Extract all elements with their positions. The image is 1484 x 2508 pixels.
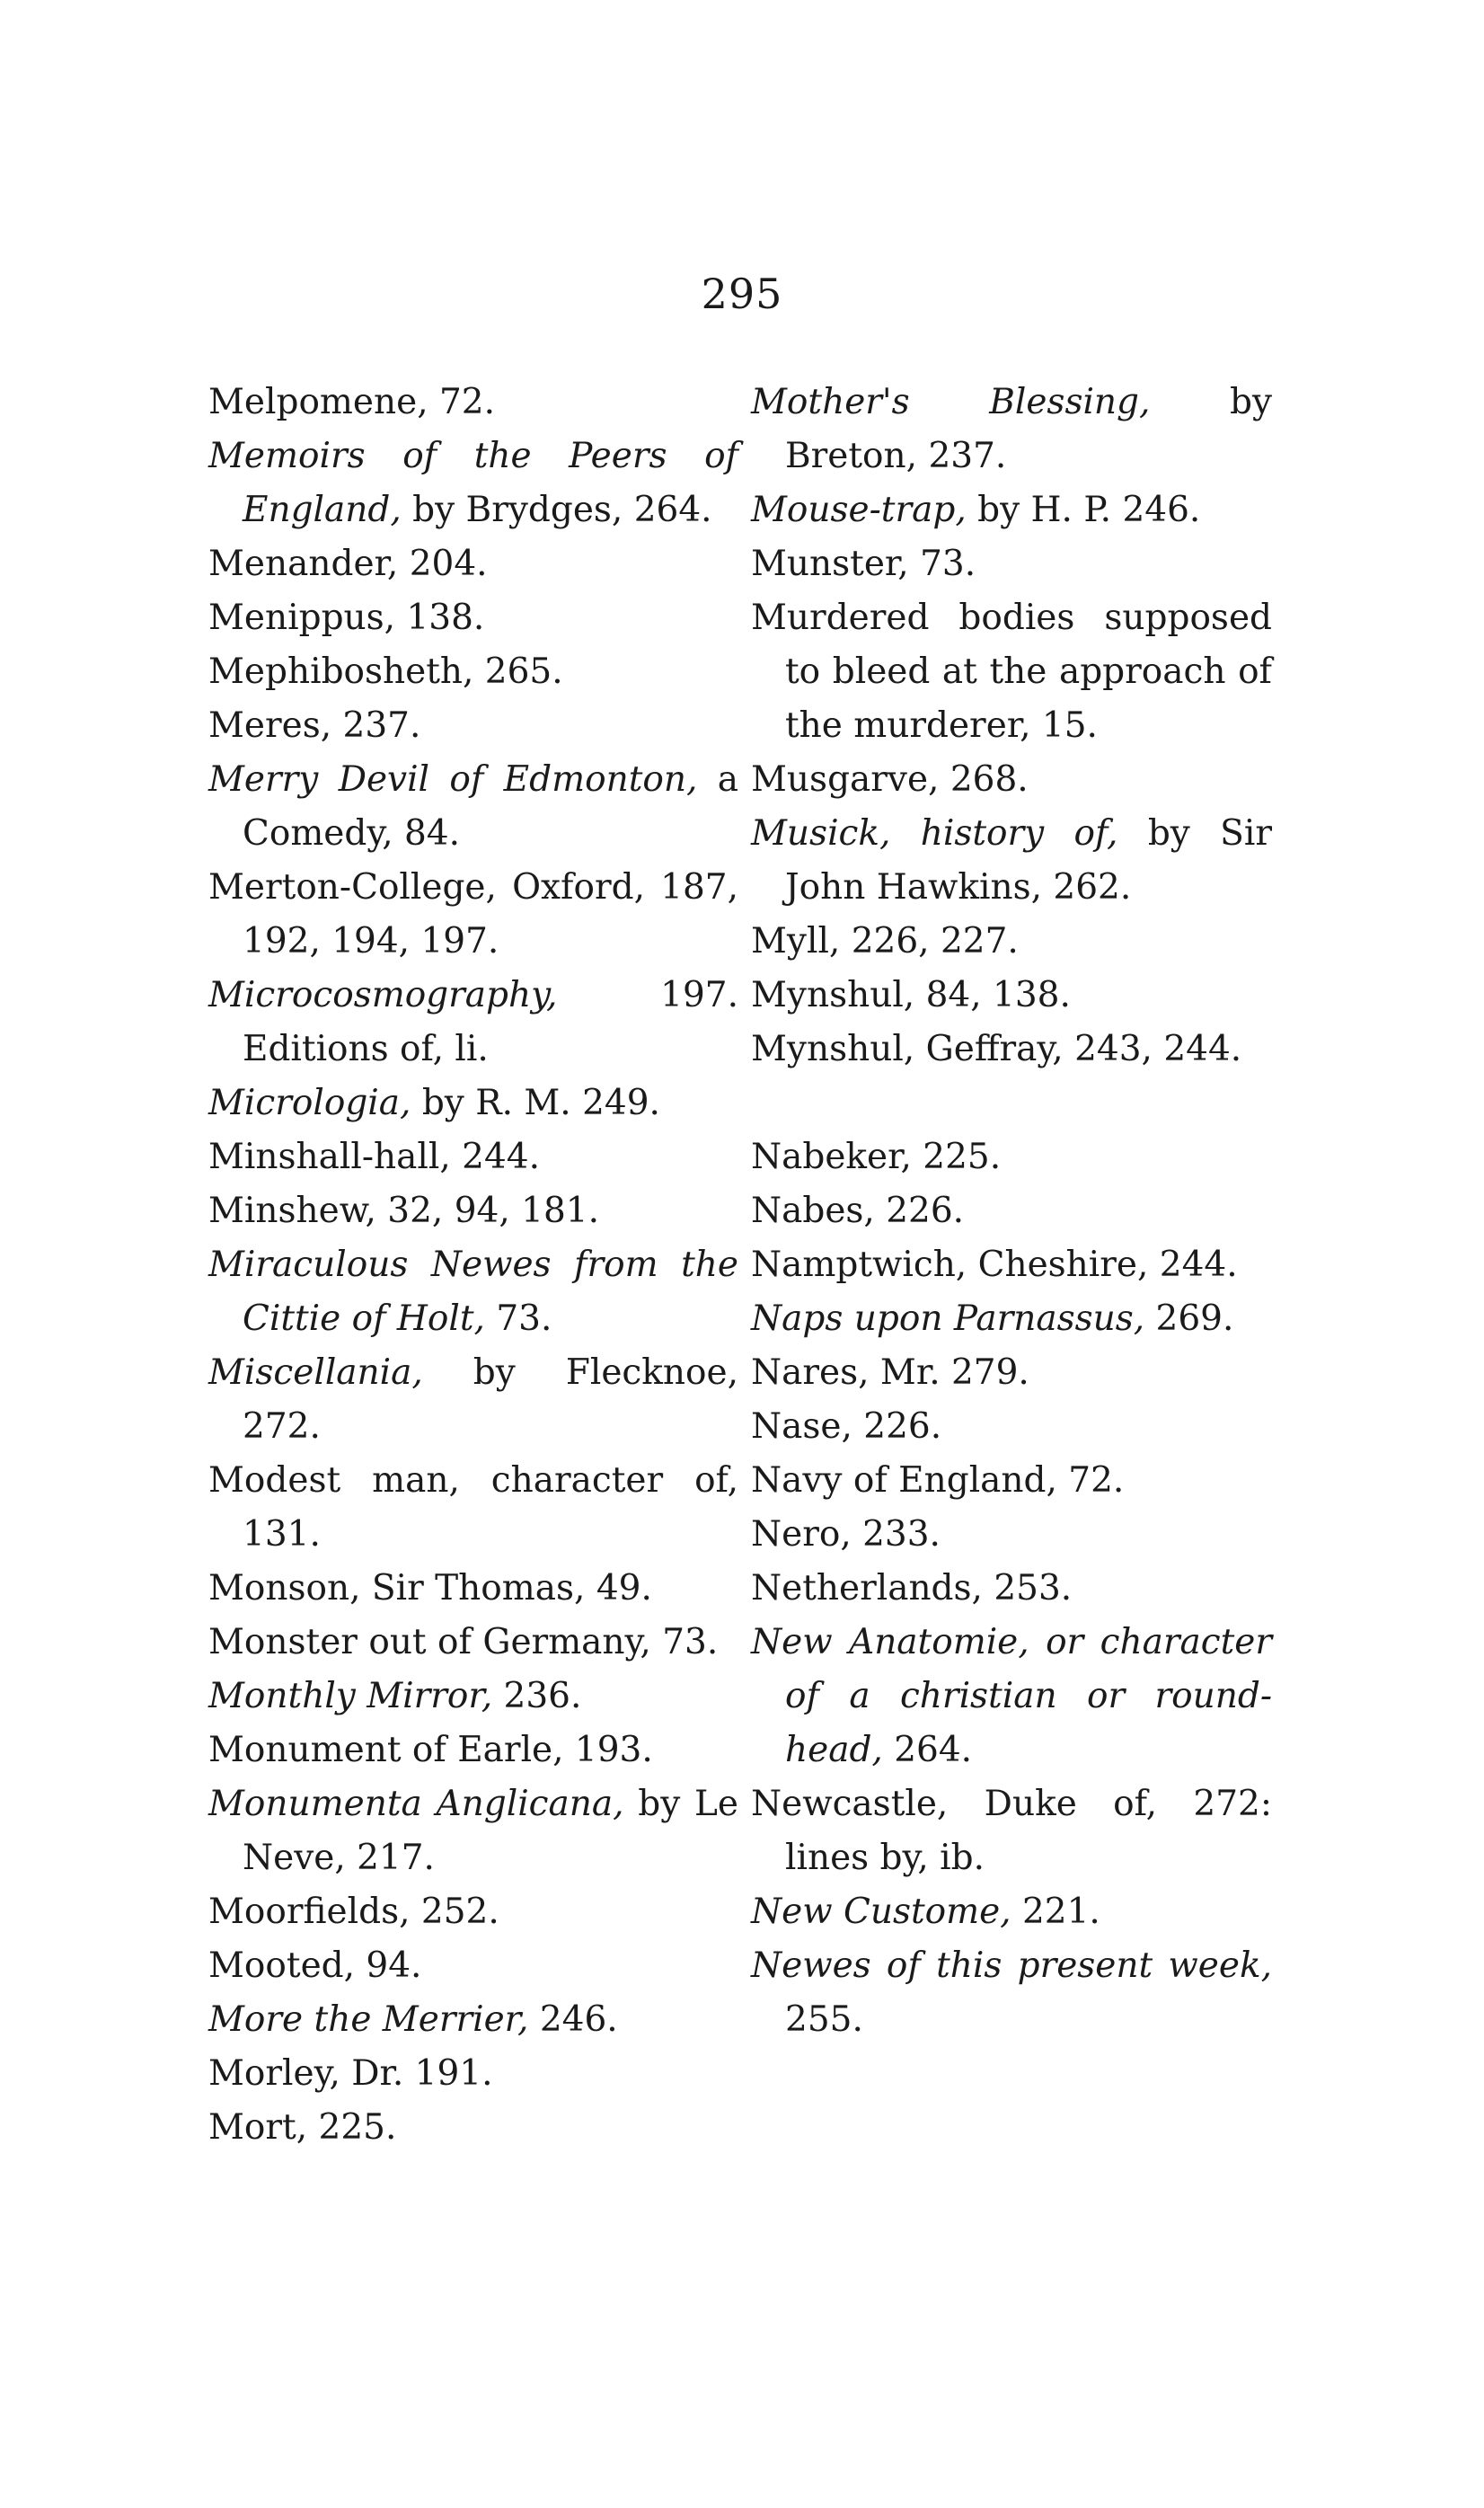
index-entry-text: by Brydges, 264. [401, 490, 712, 530]
index-entry-title: Naps upon Parnassus, [751, 1298, 1145, 1339]
index-entry-text: Mephibosheth, 265. [208, 651, 563, 692]
index-entry-text: Murdered bodies supposed to bleed at the approach of the murderer, 15. [751, 598, 1272, 746]
index-column-left [208, 376, 738, 2155]
index-entry [751, 1130, 1272, 1184]
index-entry [208, 1077, 738, 1130]
index-entry [208, 1777, 738, 1885]
index-entry [208, 2101, 738, 2155]
index-entry [208, 1454, 738, 1562]
index-entry [208, 376, 738, 430]
index-entry-text: Mooted, 94. [208, 1945, 422, 1986]
index-entry-text: by Le Neve, 217. [243, 1784, 738, 1878]
index-entry-text: by Breton, 237. [785, 382, 1272, 476]
index-letter-break [751, 1077, 1272, 1130]
index-entry [208, 753, 738, 861]
index-entry-text: Minshew, 32, 94, 181. [208, 1191, 599, 1231]
index-entry [208, 1184, 738, 1238]
index-entry-title: Mother's Blessing, [751, 382, 1151, 422]
index-entry [751, 1616, 1272, 1777]
index-entry [751, 1292, 1272, 1346]
index-entry [208, 645, 738, 699]
index-entry-text: Mort, 225. [208, 2107, 397, 2148]
index-entry [208, 861, 738, 969]
index-entry [751, 1023, 1272, 1077]
index-entry-title: Miscellania, [208, 1352, 423, 1393]
index-entry-text: Newcastle, Duke of, 272: lines by, ib. [751, 1784, 1272, 1878]
index-entry [751, 483, 1272, 537]
index-entry-text: 255. [785, 1999, 863, 2040]
index-entry-text: by Sir John Hawkins, 262. [785, 813, 1272, 908]
index-entry-text: Meres, 237. [208, 705, 421, 746]
index-entry-text: Munster, 73. [751, 544, 976, 584]
index-entry-title: New Anatomie, or character of a christian or round-head, [751, 1622, 1272, 1770]
index-entry-title: Miraculous Newes from the Cittie of Holt, [208, 1245, 738, 1339]
index-entry [208, 1616, 738, 1670]
index-entry-text: Nabeker, 225. [751, 1137, 1002, 1177]
index-entry [751, 1238, 1272, 1292]
index-column-right [751, 376, 1272, 2047]
index-entry-text: 269. [1144, 1298, 1234, 1339]
index-entry [751, 1777, 1272, 1885]
index-entry [208, 1346, 738, 1454]
index-entry [208, 1562, 738, 1616]
index-entry [751, 1885, 1272, 1939]
index-entry-text: Netherlands, 253. [751, 1568, 1073, 1608]
index-entry [751, 1400, 1272, 1454]
index-entry [751, 1346, 1272, 1400]
index-entry-text: 73. [484, 1298, 552, 1339]
index-entry [751, 1184, 1272, 1238]
index-entry [208, 1885, 738, 1939]
index-entry [751, 915, 1272, 969]
index-entry-text: Moorfields, 252. [208, 1892, 499, 1932]
index-entry-title: Newes of this present week, [751, 1945, 1272, 1986]
index-entry-text: Mynshul, Geffray, 243, 244. [751, 1029, 1242, 1069]
index-entry-text: Nero, 233. [751, 1514, 941, 1555]
index-entry [208, 1724, 738, 1777]
index-entry [751, 1562, 1272, 1616]
index-entry [208, 1939, 738, 1993]
index-entry [751, 1939, 1272, 2047]
index-entry-text: 221. [1011, 1892, 1100, 1932]
index-entry-text: 246. [528, 1999, 618, 2040]
index-entry [751, 1508, 1272, 1562]
index-entry-text: Nares, Mr. 279. [751, 1352, 1029, 1393]
index-entry-text: Myll, 226, 227. [751, 921, 1019, 962]
index-entry-title: New Custome, [751, 1892, 1011, 1932]
index-entry [208, 591, 738, 645]
index-entry-text: Monument of Earle, 193. [208, 1730, 653, 1770]
index-entry-text: a Comedy, 84. [243, 759, 738, 854]
index-entry-title: More the Merrier, [208, 1999, 529, 2040]
index-entry-text: Navy of England, 72. [751, 1460, 1125, 1501]
index-entry-text: by R. M. 249. [411, 1083, 660, 1123]
index-entry [208, 1670, 738, 1724]
index-entry-text: Melpomene, 72. [208, 382, 496, 422]
index-entry [751, 591, 1272, 753]
index-entry-text: 264. [882, 1730, 973, 1770]
index-entry [751, 807, 1272, 915]
index-entry [751, 969, 1272, 1023]
index-entry-text: Menippus, 138. [208, 598, 485, 638]
page-number: 295 [701, 270, 783, 318]
index-entry [208, 1238, 738, 1346]
index-entry-text: Monson, Sir Thomas, 49. [208, 1568, 652, 1608]
index-entry-text: Menander, 204. [208, 544, 488, 584]
index-entry [208, 537, 738, 591]
index-entry-title: Monumenta Anglicana, [208, 1784, 624, 1824]
index-entry-text: Monster out of Germany, 73. [208, 1622, 719, 1662]
index-entry-text: Merton-College, Oxford, 187, 192, 194, 197. [208, 867, 738, 962]
index-entry-title: Monthly Mirror, [208, 1676, 493, 1716]
index-entry [751, 376, 1272, 483]
index-entry [208, 969, 738, 1077]
index-entry-text: Nabes, 226. [751, 1191, 965, 1231]
index-entry [208, 1993, 738, 2047]
index-entry-text: Morley, Dr. 191. [208, 2053, 493, 2094]
index-entry-title: Mouse-trap, [751, 490, 967, 530]
index-entry-text: Modest man, character of, 131. [208, 1460, 738, 1555]
index-entry-text: Nase, 226. [751, 1406, 942, 1447]
index-entry-title: Memoirs of the Peers of England, [208, 436, 738, 530]
index-entry [751, 753, 1272, 807]
index-entry [208, 2047, 738, 2101]
index-entry-text: Namptwich, Cheshire, 244. [751, 1245, 1238, 1285]
index-entry-text: by Flecknoe, 272. [243, 1352, 738, 1447]
index-entry [208, 1130, 738, 1184]
index-entry [208, 699, 738, 753]
index-entry [751, 537, 1272, 591]
index-entry-title: Micrologia, [208, 1083, 411, 1123]
index-entry-text: by H. P. 246. [966, 490, 1201, 530]
index-entry-text: 197. Editions of, li. [243, 975, 738, 1069]
index-entry-text: Mynshul, 84, 138. [751, 975, 1071, 1015]
index-entry [208, 430, 738, 537]
index-entry-title: Merry Devil of Edmonton, [208, 759, 698, 800]
index-entry-text: 236. [492, 1676, 582, 1716]
index-entry [751, 1454, 1272, 1508]
index-entry-title: Musick, history of, [751, 813, 1118, 854]
index-entry-title: Microcosmography, [208, 975, 558, 1015]
index-entry-text: Minshall-hall, 244. [208, 1137, 540, 1177]
index-entry-text: Musgarve, 268. [751, 759, 1029, 800]
